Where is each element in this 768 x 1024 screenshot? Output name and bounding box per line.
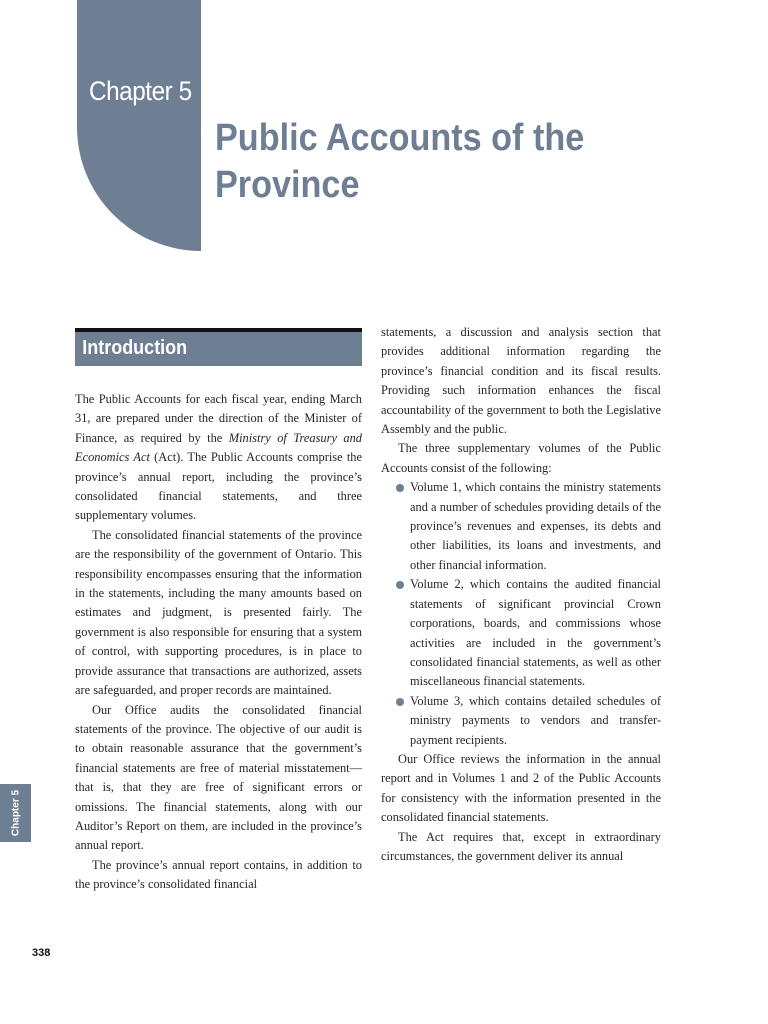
list-item-text: Volume 1, which contains the ministry statements and a number of schedules providing details of the province’s revenues and expenses, its debts and other liabilities, its loans and investments, and other financial information. — [410, 480, 661, 572]
list-item — [410, 575, 661, 691]
volume-list — [381, 478, 661, 750]
right-column — [381, 323, 661, 866]
paragraph-text: (Act). The Public Accounts comprise the province’s annual report, including the province’s consolidated financial statements, and three supplementary volumes. — [75, 450, 362, 523]
paragraph: The province’s annual report contains, in addition to the province’s consolidated financial — [75, 857, 362, 892]
left-column — [75, 390, 362, 895]
paragraph: statements, a discussion and analysis section that provides additional information regarding the province’s financial condition and its fiscal results. Providing such information enhances the fiscal accountability of the government to both the Legislative Assembly and the public. — [381, 325, 661, 437]
bullet-icon — [396, 581, 404, 589]
paragraph: The Act requires that, except in extraordinary circumstances, the government deliver its annual — [381, 829, 661, 863]
paragraph: Our Office reviews the information in the annual report and in Volumes 1 and 2 of the Public Accounts for consistency with the information presented in the consolidated financial statements. — [381, 751, 661, 825]
section-heading-box — [75, 328, 362, 366]
paragraph: The consolidated financial statements of the province are the responsibility of the government of Ontario. This responsibility encompasses ensuring that the information in the statements, including the many amounts based on estimates and judgment, is presented fairly. The government is also responsible for ensuring that a system of control, with supporting procedures, is in place to provide assurance that transactions are authorized, assets are safeguarded, and proper records are maintained. — [75, 527, 362, 698]
paragraph: Our Office audits the consolidated financial statements of the province. The objective of our audit is to obtain reasonable assurance that the government’s financial statements are free of material misstatement—that is, that they are free of significant errors or omissions. The financial statements, along with our Auditor’s Report on them, are included in the province’s annual report. — [75, 702, 362, 853]
list-item-text: Volume 3, which contains detailed schedules of ministry payments to vendors and transfer-payment recipients. — [410, 693, 661, 747]
paragraph: The three supplementary volumes of the Public Accounts consist of the following: — [381, 441, 661, 475]
page-title: Public Accounts of the Province — [215, 117, 585, 206]
bullet-icon — [396, 484, 404, 492]
page-number: 338 — [32, 947, 51, 959]
list-item — [410, 478, 661, 575]
chapter-tab-banner — [77, 0, 201, 251]
side-tab-label: Chapter 5 — [10, 789, 21, 837]
paragraph-text: The Public Accounts for each fiscal year, ending March 31, are prepared under the direction of the Minister of Finance, as required by the — [75, 392, 362, 445]
chapter-side-tab — [0, 784, 31, 842]
paragraph — [75, 390, 362, 526]
act-title: Ministry of Treasury and Economics Act — [75, 430, 362, 465]
list-item — [410, 692, 661, 750]
bullet-icon — [396, 698, 404, 706]
list-item-text: Volume 2, which contains the audited financial statements of significant provincial Crown corporations, boards, and commissions whose activities are included in the government’s consolidated financial statements, as well as other miscellaneous financial statements. — [410, 577, 661, 689]
section-heading: Introduction — [82, 337, 188, 359]
chapter-label: Chapter 5 — [89, 76, 192, 106]
